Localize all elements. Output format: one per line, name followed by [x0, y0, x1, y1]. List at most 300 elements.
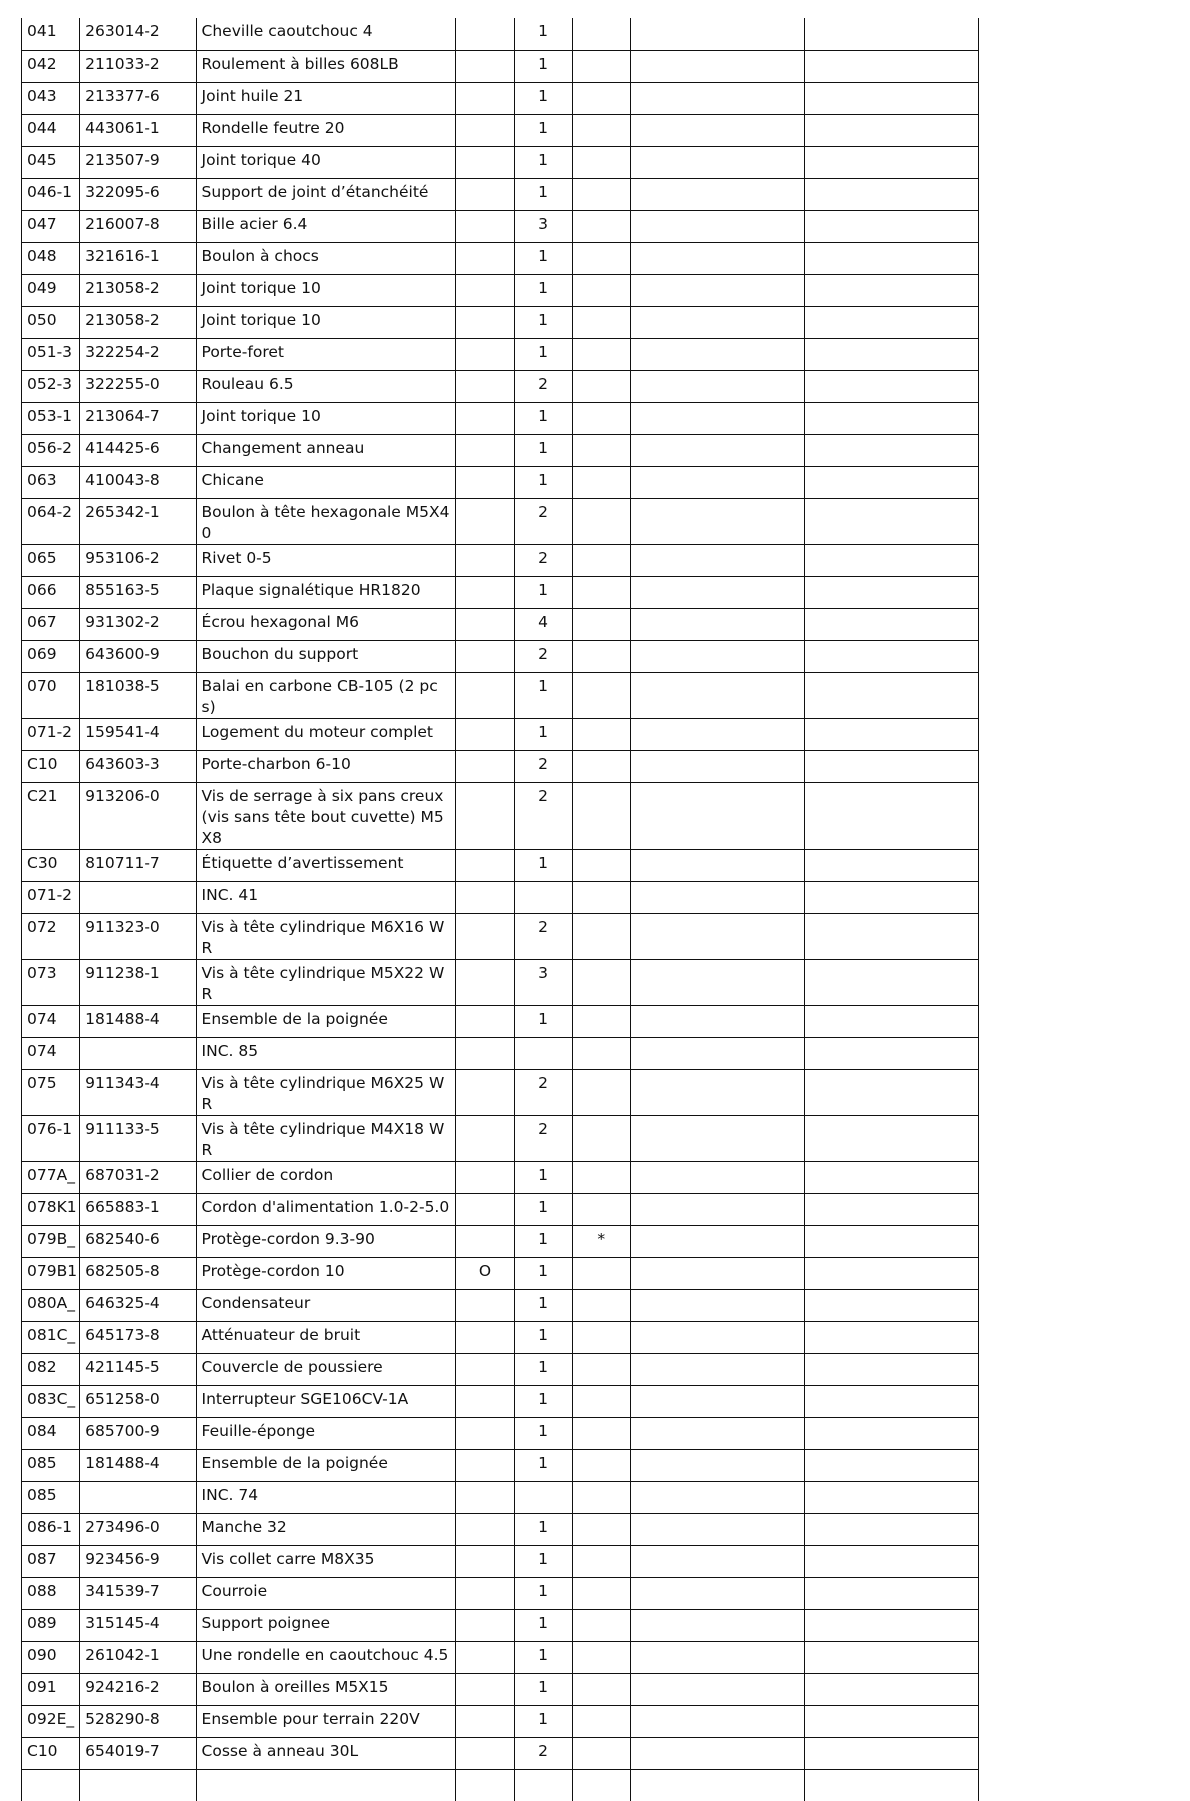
empty-cell: [630, 1737, 805, 1769]
table-row: [22, 1673, 979, 1705]
empty-cell: [630, 178, 805, 210]
part-number-cell: 651258-0: [80, 1385, 196, 1417]
empty-cell: [630, 576, 805, 608]
empty-cell: [630, 1257, 805, 1289]
description-cell: Joint torique 10: [196, 274, 456, 306]
item-number-cell: 051-3: [22, 338, 80, 370]
empty-cell: [805, 1225, 979, 1257]
quantity-cell: 1: [514, 576, 572, 608]
table-row: [22, 178, 979, 210]
option-cell: [456, 466, 514, 498]
quantity-cell: 1: [514, 306, 572, 338]
empty-cell: [630, 1037, 805, 1069]
item-number-cell: 072: [22, 913, 80, 959]
empty-cell: [630, 146, 805, 178]
description-cell: Ensemble de la poignée: [196, 1005, 456, 1037]
description-cell: Balai en carbone CB-105 (2 pcs): [196, 672, 456, 718]
part-number-cell: [80, 881, 196, 913]
quantity-cell: 1: [514, 1193, 572, 1225]
empty-cell: [805, 306, 979, 338]
item-number-cell: 070: [22, 672, 80, 718]
quantity-cell: 1: [514, 1385, 572, 1417]
option-cell: [456, 544, 514, 576]
table-row: [22, 1193, 979, 1225]
note-cell: [572, 1737, 630, 1769]
option-cell: [456, 82, 514, 114]
table-row: [22, 1577, 979, 1609]
note-cell: [572, 18, 630, 50]
note-cell: [572, 1609, 630, 1641]
description-cell: INC. 85: [196, 1037, 456, 1069]
quantity-cell: 1: [514, 1005, 572, 1037]
part-number-cell: 213058-2: [80, 274, 196, 306]
option-cell: [456, 1705, 514, 1737]
empty-cell: [630, 1193, 805, 1225]
description-cell: Écrou hexagonal M6: [196, 608, 456, 640]
empty-cell: [196, 1769, 456, 1801]
empty-cell: [630, 1385, 805, 1417]
description-cell: Rouleau 6.5: [196, 370, 456, 402]
table-row: [22, 1321, 979, 1353]
table-row: [22, 1641, 979, 1673]
empty-cell: [805, 1193, 979, 1225]
table-row: [22, 370, 979, 402]
option-cell: [456, 178, 514, 210]
table-row: [22, 1417, 979, 1449]
option-cell: [456, 146, 514, 178]
note-cell: [572, 1115, 630, 1161]
empty-cell: [630, 1161, 805, 1193]
empty-cell: [805, 1769, 979, 1801]
quantity-cell: 2: [514, 370, 572, 402]
table-row: [22, 114, 979, 146]
description-cell: Étiquette d’avertissement: [196, 849, 456, 881]
description-cell: Chicane: [196, 466, 456, 498]
table-row: [22, 1449, 979, 1481]
note-cell: [572, 640, 630, 672]
item-number-cell: C30: [22, 849, 80, 881]
empty-cell: [805, 959, 979, 1005]
empty-cell: [805, 338, 979, 370]
part-number-cell: 645173-8: [80, 1321, 196, 1353]
description-cell: Logement du moteur complet: [196, 718, 456, 750]
item-number-cell: 086-1: [22, 1513, 80, 1545]
option-cell: [456, 1289, 514, 1321]
note-cell: [572, 50, 630, 82]
part-number-cell: 321616-1: [80, 242, 196, 274]
empty-cell: [805, 1321, 979, 1353]
quantity-cell: 1: [514, 434, 572, 466]
item-number-cell: 053-1: [22, 402, 80, 434]
empty-cell: [630, 82, 805, 114]
option-cell: [456, 1513, 514, 1545]
item-number-cell: 046-1: [22, 178, 80, 210]
description-cell: Boulon à tête hexagonale M5X40: [196, 498, 456, 544]
item-number-cell: 066: [22, 576, 80, 608]
empty-cell: [805, 1289, 979, 1321]
empty-cell: [630, 466, 805, 498]
item-number-cell: 067: [22, 608, 80, 640]
part-number-cell: 911133-5: [80, 1115, 196, 1161]
part-number-cell: 322095-6: [80, 178, 196, 210]
description-cell: Cosse à anneau 30L: [196, 1737, 456, 1769]
empty-cell: [572, 1769, 630, 1801]
option-cell: [456, 274, 514, 306]
note-cell: [572, 274, 630, 306]
item-number-cell: 078K1: [22, 1193, 80, 1225]
table-row: [22, 146, 979, 178]
item-number-cell: 048: [22, 242, 80, 274]
table-row: [22, 466, 979, 498]
table-row: [22, 1257, 979, 1289]
part-number-cell: 421145-5: [80, 1353, 196, 1385]
empty-cell: [630, 718, 805, 750]
item-number-cell: 041: [22, 18, 80, 50]
description-cell: Courroie: [196, 1577, 456, 1609]
empty-cell: [805, 1705, 979, 1737]
note-cell: [572, 1353, 630, 1385]
empty-cell: [630, 1005, 805, 1037]
empty-cell: [630, 750, 805, 782]
item-number-cell: 082: [22, 1353, 80, 1385]
empty-cell: [630, 1769, 805, 1801]
note-cell: [572, 146, 630, 178]
option-cell: [456, 782, 514, 849]
option-cell: [456, 1037, 514, 1069]
item-number-cell: 085: [22, 1449, 80, 1481]
item-number-cell: C10: [22, 1737, 80, 1769]
description-cell: Roulement à billes 608LB: [196, 50, 456, 82]
option-cell: [456, 1609, 514, 1641]
note-cell: [572, 210, 630, 242]
item-number-cell: 045: [22, 146, 80, 178]
empty-cell: [630, 849, 805, 881]
quantity-cell: 2: [514, 750, 572, 782]
empty-cell: [630, 1449, 805, 1481]
option-cell: [456, 1193, 514, 1225]
description-cell: Boulon à chocs: [196, 242, 456, 274]
quantity-cell: 1: [514, 1673, 572, 1705]
quantity-cell: 1: [514, 114, 572, 146]
item-number-cell: C21: [22, 782, 80, 849]
description-cell: Support de joint d’étanchéité: [196, 178, 456, 210]
empty-cell: [805, 402, 979, 434]
item-number-cell: 042: [22, 50, 80, 82]
quantity-cell: 2: [514, 498, 572, 544]
option-cell: [456, 1641, 514, 1673]
part-number-cell: 911238-1: [80, 959, 196, 1005]
description-cell: Joint torique 10: [196, 402, 456, 434]
note-cell: *: [572, 1225, 630, 1257]
empty-cell: [630, 306, 805, 338]
quantity-cell: 1: [514, 1161, 572, 1193]
table-row: [22, 338, 979, 370]
description-cell: Joint torique 40: [196, 146, 456, 178]
item-number-cell: 043: [22, 82, 80, 114]
part-number-cell: 216007-8: [80, 210, 196, 242]
empty-cell: [805, 82, 979, 114]
item-number-cell: 088: [22, 1577, 80, 1609]
quantity-cell: 1: [514, 1225, 572, 1257]
item-number-cell: 052-3: [22, 370, 80, 402]
empty-cell: [805, 849, 979, 881]
empty-cell: [630, 338, 805, 370]
empty-cell: [630, 1513, 805, 1545]
option-cell: [456, 959, 514, 1005]
part-number-cell: 665883-1: [80, 1193, 196, 1225]
item-number-cell: 083C_: [22, 1385, 80, 1417]
quantity-cell: 1: [514, 1321, 572, 1353]
part-number-cell: 924216-2: [80, 1673, 196, 1705]
part-number-cell: 643600-9: [80, 640, 196, 672]
quantity-cell: 4: [514, 608, 572, 640]
empty-cell: [805, 1161, 979, 1193]
item-number-cell: 077A_: [22, 1161, 80, 1193]
table-row: [22, 718, 979, 750]
quantity-cell: 1: [514, 274, 572, 306]
quantity-cell: 1: [514, 1289, 572, 1321]
table-row: [22, 608, 979, 640]
description-cell: Protège-cordon 10: [196, 1257, 456, 1289]
empty-cell: [630, 959, 805, 1005]
note-cell: [572, 338, 630, 370]
option-cell: [456, 402, 514, 434]
option-cell: [456, 1673, 514, 1705]
quantity-cell: 1: [514, 1417, 572, 1449]
quantity-cell: [514, 1037, 572, 1069]
note-cell: [572, 1481, 630, 1513]
empty-cell: [805, 50, 979, 82]
quantity-cell: [514, 881, 572, 913]
quantity-cell: 1: [514, 1545, 572, 1577]
description-cell: Couvercle de poussiere: [196, 1353, 456, 1385]
note-cell: [572, 178, 630, 210]
empty-cell: [630, 1289, 805, 1321]
description-cell: Ensemble de la poignée: [196, 1449, 456, 1481]
empty-cell: [805, 1385, 979, 1417]
item-number-cell: 087: [22, 1545, 80, 1577]
empty-cell: [630, 1069, 805, 1115]
empty-cell: [22, 1769, 80, 1801]
option-cell: [456, 672, 514, 718]
empty-cell: [630, 1609, 805, 1641]
option-cell: [456, 1115, 514, 1161]
empty-cell: [805, 146, 979, 178]
quantity-cell: 2: [514, 1737, 572, 1769]
item-number-cell: 090: [22, 1641, 80, 1673]
note-cell: [572, 82, 630, 114]
empty-cell: [630, 1641, 805, 1673]
empty-cell: [805, 1353, 979, 1385]
item-number-cell: 074: [22, 1037, 80, 1069]
part-number-cell: 687031-2: [80, 1161, 196, 1193]
quantity-cell: 1: [514, 50, 572, 82]
part-number-cell: 263014-2: [80, 18, 196, 50]
description-cell: Bouchon du support: [196, 640, 456, 672]
empty-cell: [805, 1641, 979, 1673]
quantity-cell: 1: [514, 146, 572, 178]
empty-cell: [630, 881, 805, 913]
empty-cell: [80, 1769, 196, 1801]
empty-cell: [805, 1115, 979, 1161]
item-number-cell: 071-2: [22, 718, 80, 750]
description-cell: Condensateur: [196, 1289, 456, 1321]
empty-cell: [805, 1545, 979, 1577]
note-cell: [572, 1037, 630, 1069]
empty-cell: [805, 242, 979, 274]
table-row: [22, 672, 979, 718]
description-cell: INC. 74: [196, 1481, 456, 1513]
description-cell: INC. 41: [196, 881, 456, 913]
empty-cell: [630, 242, 805, 274]
empty-cell: [805, 210, 979, 242]
empty-cell: [805, 178, 979, 210]
empty-cell: [805, 718, 979, 750]
empty-cell: [630, 1705, 805, 1737]
description-cell: Collier de cordon: [196, 1161, 456, 1193]
item-number-cell: 084: [22, 1417, 80, 1449]
quantity-cell: 1: [514, 1513, 572, 1545]
option-cell: [456, 1481, 514, 1513]
item-number-cell: 074: [22, 1005, 80, 1037]
item-number-cell: 050: [22, 306, 80, 338]
part-number-cell: 181038-5: [80, 672, 196, 718]
note-cell: [572, 1193, 630, 1225]
part-number-cell: 273496-0: [80, 1513, 196, 1545]
empty-cell: [630, 1353, 805, 1385]
option-cell: [456, 242, 514, 274]
option-cell: [456, 1577, 514, 1609]
table-row: [22, 881, 979, 913]
note-cell: [572, 306, 630, 338]
quantity-cell: 2: [514, 1115, 572, 1161]
item-number-cell: 056-2: [22, 434, 80, 466]
item-number-cell: 064-2: [22, 498, 80, 544]
quantity-cell: 1: [514, 1609, 572, 1641]
item-number-cell: 085: [22, 1481, 80, 1513]
table-row: [22, 1609, 979, 1641]
description-cell: Ensemble pour terrain 220V: [196, 1705, 456, 1737]
item-number-cell: 081C_: [22, 1321, 80, 1353]
quantity-cell: 1: [514, 1577, 572, 1609]
note-cell: [572, 576, 630, 608]
item-number-cell: 065: [22, 544, 80, 576]
quantity-cell: 1: [514, 466, 572, 498]
part-number-cell: 810711-7: [80, 849, 196, 881]
option-cell: [456, 608, 514, 640]
empty-cell: [630, 274, 805, 306]
option-cell: [456, 881, 514, 913]
option-cell: [456, 1385, 514, 1417]
table-row: [22, 402, 979, 434]
option-cell: [456, 1449, 514, 1481]
note-cell: [572, 434, 630, 466]
empty-cell: [630, 1545, 805, 1577]
quantity-cell: 3: [514, 959, 572, 1005]
part-number-cell: 682540-6: [80, 1225, 196, 1257]
empty-cell: [805, 750, 979, 782]
description-cell: Support poignee: [196, 1609, 456, 1641]
description-cell: Vis collet carre M8X35: [196, 1545, 456, 1577]
table-row: [22, 544, 979, 576]
part-number-cell: 341539-7: [80, 1577, 196, 1609]
quantity-cell: 3: [514, 210, 572, 242]
note-cell: [572, 1161, 630, 1193]
quantity-cell: 1: [514, 849, 572, 881]
description-cell: Vis à tête cylindrique M6X25 WR: [196, 1069, 456, 1115]
empty-cell: [805, 1037, 979, 1069]
empty-cell: [630, 1321, 805, 1353]
item-number-cell: 089: [22, 1609, 80, 1641]
item-number-cell: 044: [22, 114, 80, 146]
quantity-cell: 1: [514, 1353, 572, 1385]
option-cell: [456, 1417, 514, 1449]
item-number-cell: 063: [22, 466, 80, 498]
empty-cell: [630, 114, 805, 146]
note-cell: [572, 959, 630, 1005]
empty-cell: [805, 544, 979, 576]
table-row: [22, 1161, 979, 1193]
parts-table: [21, 18, 979, 1801]
part-number-cell: 410043-8: [80, 466, 196, 498]
item-number-cell: 071-2: [22, 881, 80, 913]
description-cell: Joint huile 21: [196, 82, 456, 114]
option-cell: [456, 576, 514, 608]
option-cell: [456, 640, 514, 672]
table-row: [22, 18, 979, 50]
description-cell: Plaque signalétique HR1820: [196, 576, 456, 608]
quantity-cell: 1: [514, 402, 572, 434]
table-row: [22, 1737, 979, 1769]
empty-cell: [630, 210, 805, 242]
option-cell: [456, 50, 514, 82]
empty-cell: [630, 498, 805, 544]
note-cell: [572, 1449, 630, 1481]
table-row: [22, 306, 979, 338]
description-cell: Vis à tête cylindrique M4X18 WR: [196, 1115, 456, 1161]
table-row: [22, 1385, 979, 1417]
part-number-cell: 855163-5: [80, 576, 196, 608]
quantity-cell: 2: [514, 544, 572, 576]
note-cell: [572, 1289, 630, 1321]
description-cell: Vis à tête cylindrique M5X22 WR: [196, 959, 456, 1005]
part-number-cell: 931302-2: [80, 608, 196, 640]
option-cell: [456, 1737, 514, 1769]
option-cell: [456, 1545, 514, 1577]
description-cell: Boulon à oreilles M5X15: [196, 1673, 456, 1705]
note-cell: [572, 1069, 630, 1115]
part-number-cell: 911343-4: [80, 1069, 196, 1115]
note-cell: [572, 1513, 630, 1545]
part-number-cell: 443061-1: [80, 114, 196, 146]
description-cell: Rondelle feutre 20: [196, 114, 456, 146]
table-row: [22, 959, 979, 1005]
part-number-cell: 654019-7: [80, 1737, 196, 1769]
empty-cell: [630, 1673, 805, 1705]
option-cell: [456, 750, 514, 782]
empty-cell: [630, 18, 805, 50]
note-cell: [572, 544, 630, 576]
empty-cell: [805, 1737, 979, 1769]
table-row: [22, 434, 979, 466]
note-cell: [572, 114, 630, 146]
part-number-cell: 322254-2: [80, 338, 196, 370]
table-row: [22, 1289, 979, 1321]
table-row: [22, 640, 979, 672]
option-cell: [456, 18, 514, 50]
empty-cell: [805, 1577, 979, 1609]
empty-cell: [805, 881, 979, 913]
